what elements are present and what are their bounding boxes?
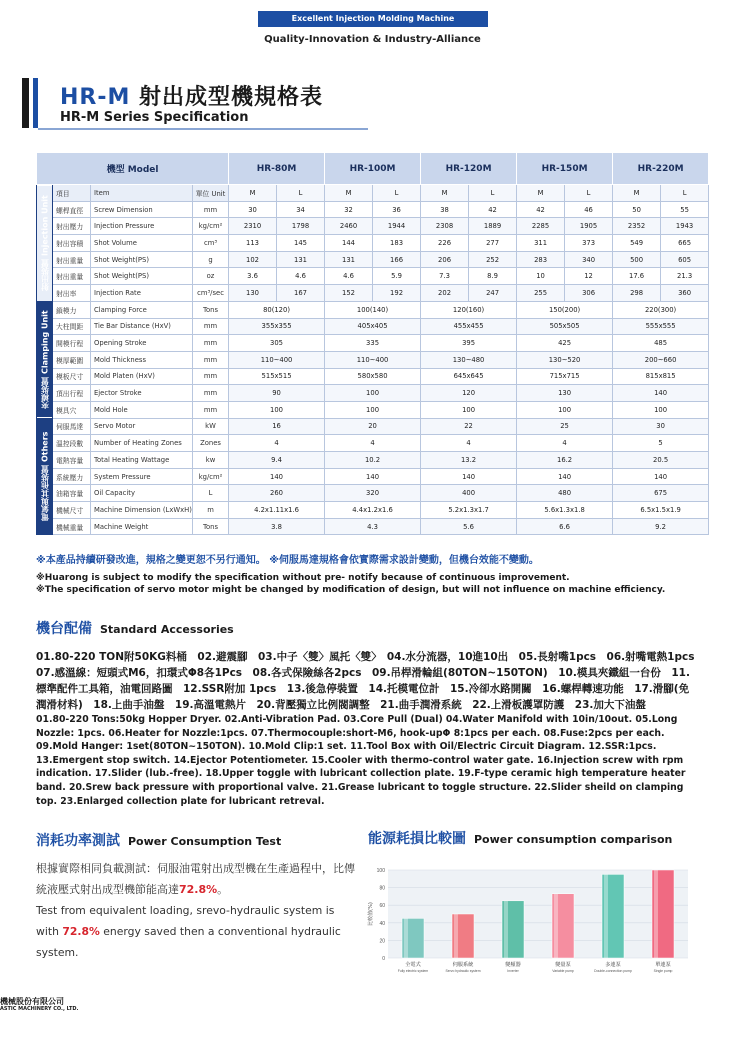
spec-row bbox=[37, 335, 709, 352]
spec-value: 2352 bbox=[613, 218, 661, 235]
model-header: HR-100M bbox=[325, 153, 421, 185]
title-prefix: HR-M bbox=[60, 85, 131, 110]
row-unit: mm bbox=[193, 318, 229, 335]
row-label-zh: 油箱容量 bbox=[53, 485, 91, 502]
spec-value: 480 bbox=[517, 485, 613, 502]
title-divider bbox=[38, 128, 368, 130]
y-tick-label: 100 bbox=[376, 868, 385, 874]
row-label-zh: 射出重量 bbox=[53, 268, 91, 285]
row-unit: cm³ bbox=[193, 235, 229, 252]
note-en-1: ※Huarong is subject to modify the specification without pre- notify because of continuous improvement. bbox=[36, 573, 570, 583]
row-label-zh: 溫控段數 bbox=[53, 435, 91, 452]
spec-value: 206 bbox=[421, 251, 469, 268]
row-label-en: Machine Dimension (LxWxH) bbox=[91, 502, 193, 519]
spec-value: 145 bbox=[277, 235, 325, 252]
power-test-en-b: energy saved then a conventional hydraulic system. bbox=[36, 925, 341, 959]
ml-cell: M bbox=[229, 185, 277, 202]
row-label-en: Shot Volume bbox=[91, 235, 193, 252]
spec-value: 373 bbox=[565, 235, 613, 252]
row-label-en: Shot Weight(PS) bbox=[91, 251, 193, 268]
bar-highlight bbox=[454, 914, 458, 958]
row-label-zh: 頂出行程 bbox=[53, 385, 91, 402]
section-injection: 射出裝置 Injection Unit bbox=[37, 185, 53, 302]
row-label-en: Machine Weight bbox=[91, 518, 193, 535]
row-label-en: Servo Motor bbox=[91, 418, 193, 435]
row-unit: m bbox=[193, 502, 229, 519]
spec-value: 715x715 bbox=[517, 368, 613, 385]
spec-value: 400 bbox=[421, 485, 517, 502]
y-tick-label: 40 bbox=[379, 920, 385, 927]
spec-value: 425 bbox=[517, 335, 613, 352]
spec-value: 130 bbox=[229, 285, 277, 302]
model-header: HR-120M bbox=[421, 153, 517, 185]
spec-value: 6.5x1.5x1.9 bbox=[613, 502, 709, 519]
x-tick-label-zh: 單連泵 bbox=[655, 962, 671, 968]
section-others: 電氣與其他裝置 Others bbox=[37, 418, 53, 535]
row-label-en: Oil Capacity bbox=[91, 485, 193, 502]
spec-value: 340 bbox=[565, 251, 613, 268]
accessories-list-zh: 01.80-220 TON附50KG料桶 02.避震腳 03.中子〈雙〉風托〈雙〉 04.水分流器，10進10出 05.長射嘴1pcs 06.射嘴電熱1pcs 07.感溫線：短頭式M6，扣環式Φ8各1Pcs 08.各式保險絲各2pcs 09.吊桿滑輪組(80TON~150TON) 10.模具夾鐵組一台份 11.標準配件工具箱，油電回路圖 12.SSR附加 1pcs 13.後急停裝置 14.托模電位計 15.冷卻水路開關 16.螺桿轉速功能 17.滑腳(免潤滑材料) 18.上曲手油盤 19.高溫電熱片 20.背壓獨立比例閥調整 21.曲手潤滑系統 22.上滑板護罩防護 23.加大下油盤 bbox=[36, 651, 705, 711]
accessories-heading bbox=[36, 618, 234, 638]
x-tick-label-en: Inverter bbox=[507, 969, 519, 973]
spec-value: 455x455 bbox=[421, 318, 517, 335]
spec-value: 2460 bbox=[325, 218, 373, 235]
x-tick-label-zh: 變量泵 bbox=[555, 962, 571, 968]
row-label-zh: 射出率 bbox=[53, 285, 91, 302]
spec-value: 55 bbox=[661, 201, 709, 218]
row-label-en: Mold Thickness bbox=[91, 351, 193, 368]
power-test-zh-a: 根據實際相同負載測試：伺服油電射出成型機在生產過程中，比傳統液壓式射出成型機節能高達 bbox=[36, 862, 355, 896]
spec-value: 9.4 bbox=[229, 452, 325, 469]
spec-value: 38 bbox=[421, 201, 469, 218]
row-label-zh: 螺桿直徑 bbox=[53, 201, 91, 218]
spec-value: 113 bbox=[229, 235, 277, 252]
spec-value: 100 bbox=[421, 401, 517, 418]
spec-value: 665 bbox=[661, 235, 709, 252]
row-unit: mm bbox=[193, 201, 229, 218]
ml-cell: L bbox=[373, 185, 421, 202]
row-label-zh: 射出壓力 bbox=[53, 218, 91, 235]
spec-value: 140 bbox=[421, 468, 517, 485]
row-unit: mm bbox=[193, 335, 229, 352]
spec-value: 2310 bbox=[229, 218, 277, 235]
spec-value: 130~480 bbox=[421, 351, 517, 368]
page-subtitle: HR-M Series Specification bbox=[60, 110, 249, 125]
spec-value: 5.2x1.3x1.7 bbox=[421, 502, 517, 519]
spec-value: 675 bbox=[613, 485, 709, 502]
y-tick-label: 80 bbox=[379, 885, 385, 892]
spec-value: 110~400 bbox=[229, 351, 325, 368]
spec-value: 1889 bbox=[469, 218, 517, 235]
spec-value: 255 bbox=[517, 285, 565, 302]
spec-value: 202 bbox=[421, 285, 469, 302]
bar-highlight bbox=[654, 870, 658, 958]
spec-value: 16.2 bbox=[517, 452, 613, 469]
row-unit: kg/cm² bbox=[193, 468, 229, 485]
row-unit: kg/cm² bbox=[193, 218, 229, 235]
spec-value: 140 bbox=[517, 468, 613, 485]
spec-value: 5.6x1.3x1.8 bbox=[517, 502, 613, 519]
row-label-en: Clamping Force bbox=[91, 301, 193, 318]
spec-row bbox=[37, 318, 709, 335]
spec-value: 220(300) bbox=[613, 301, 709, 318]
accessories-title-zh: 機台配備 bbox=[36, 621, 92, 637]
row-label-en: Tie Bar Distance (HxV) bbox=[91, 318, 193, 335]
spec-value: 183 bbox=[373, 235, 421, 252]
spec-value: 32 bbox=[325, 201, 373, 218]
tagline: Quality-Innovation & Industry-Alliance bbox=[264, 34, 481, 45]
spec-value: 90 bbox=[229, 385, 325, 402]
spec-value: 4 bbox=[517, 435, 613, 452]
x-tick-label-zh: 變頻器 bbox=[505, 962, 521, 968]
x-tick-label-zh: 全電式 bbox=[405, 962, 421, 968]
row-unit: mm bbox=[193, 385, 229, 402]
row-label-zh: 模厚範圍 bbox=[53, 351, 91, 368]
bar-highlight bbox=[404, 918, 408, 958]
spec-value: 515x515 bbox=[229, 368, 325, 385]
row-unit: Tons bbox=[193, 301, 229, 318]
x-tick-label-en: Fully electric system bbox=[397, 969, 429, 973]
power-test-text-zh bbox=[36, 858, 356, 900]
spec-table bbox=[36, 152, 709, 535]
title-accent-blue bbox=[33, 78, 38, 128]
model-header: HR-80M bbox=[229, 153, 325, 185]
ml-cell: M bbox=[517, 185, 565, 202]
comparison-chart-svg bbox=[366, 862, 698, 982]
spec-value: 2308 bbox=[421, 218, 469, 235]
top-banner: Excellent Injection Molding Machine bbox=[258, 11, 488, 27]
spec-value: 260 bbox=[229, 485, 325, 502]
spec-value: 1943 bbox=[661, 218, 709, 235]
power-test-title-zh: 消耗功率測試 bbox=[36, 833, 120, 849]
ml-cell: M bbox=[421, 185, 469, 202]
spec-value: 100(140) bbox=[325, 301, 421, 318]
spec-row bbox=[37, 218, 709, 235]
spec-value: 252 bbox=[469, 251, 517, 268]
spec-value: 100 bbox=[325, 401, 421, 418]
power-test-heading bbox=[36, 830, 281, 850]
bar-highlight bbox=[554, 894, 558, 958]
spec-value: 46 bbox=[565, 201, 613, 218]
row-label-en: Number of Heating Zones bbox=[91, 435, 193, 452]
spec-header-row bbox=[37, 153, 709, 185]
row-unit: kw bbox=[193, 452, 229, 469]
spec-value: 6.6 bbox=[517, 518, 613, 535]
spec-value: 150(200) bbox=[517, 301, 613, 318]
power-test-zh-b: 。 bbox=[217, 883, 229, 896]
item-row bbox=[37, 185, 709, 202]
accessories-title-en: Standard Accessories bbox=[100, 623, 234, 636]
row-label-zh: 電熱容量 bbox=[53, 452, 91, 469]
spec-value: 152 bbox=[325, 285, 373, 302]
spec-value: 549 bbox=[613, 235, 661, 252]
ml-cell: L bbox=[469, 185, 517, 202]
spec-value: 144 bbox=[325, 235, 373, 252]
spec-value: 200~660 bbox=[613, 351, 709, 368]
row-label-zh: 模板尺寸 bbox=[53, 368, 91, 385]
row-label-en: Shot Weight(PS) bbox=[91, 268, 193, 285]
spec-value: 5.6 bbox=[421, 518, 517, 535]
spec-value: 100 bbox=[325, 385, 421, 402]
power-test-en-highlight: 72.8% bbox=[62, 925, 100, 938]
power-test-text-en bbox=[36, 900, 356, 963]
spec-value: 20.5 bbox=[613, 452, 709, 469]
spec-value: 12 bbox=[565, 268, 613, 285]
spec-value: 34 bbox=[277, 201, 325, 218]
spec-row bbox=[37, 385, 709, 402]
ml-cell: M bbox=[613, 185, 661, 202]
spec-value: 306 bbox=[565, 285, 613, 302]
comparison-heading bbox=[368, 828, 672, 848]
spec-value: 298 bbox=[613, 285, 661, 302]
power-test-title-en: Power Consumption Test bbox=[128, 835, 282, 848]
y-tick-label: 60 bbox=[379, 903, 385, 910]
spec-value: 30 bbox=[229, 201, 277, 218]
spec-value: 9.2 bbox=[613, 518, 709, 535]
row-label-en: Ejector Stroke bbox=[91, 385, 193, 402]
row-label-en: System Pressure bbox=[91, 468, 193, 485]
row-label-zh: 系統壓力 bbox=[53, 468, 91, 485]
spec-value: 13.2 bbox=[421, 452, 517, 469]
x-tick-label-en: Variable pump bbox=[552, 969, 574, 973]
spec-value: 4.3 bbox=[325, 518, 421, 535]
spec-row bbox=[37, 301, 709, 318]
spec-value: 120 bbox=[421, 385, 517, 402]
spec-value: 22 bbox=[421, 418, 517, 435]
spec-row bbox=[37, 268, 709, 285]
spec-value: 100 bbox=[613, 401, 709, 418]
spec-value: 8.9 bbox=[469, 268, 517, 285]
x-tick-label-zh: 伺服系統 bbox=[452, 962, 474, 968]
row-unit: oz bbox=[193, 268, 229, 285]
row-unit: g bbox=[193, 251, 229, 268]
spec-value: 1905 bbox=[565, 218, 613, 235]
spec-value: 140 bbox=[229, 468, 325, 485]
spec-value: 130~520 bbox=[517, 351, 613, 368]
spec-row bbox=[37, 502, 709, 519]
spec-value: 167 bbox=[277, 285, 325, 302]
spec-row bbox=[37, 201, 709, 218]
spec-value: 283 bbox=[517, 251, 565, 268]
spec-value: 10 bbox=[517, 268, 565, 285]
title-zh: 射出成型機規格表 bbox=[130, 85, 324, 110]
row-unit: mm bbox=[193, 351, 229, 368]
spec-value: 580x580 bbox=[325, 368, 421, 385]
spec-value: 605 bbox=[661, 251, 709, 268]
item-en: Item bbox=[91, 185, 193, 202]
spec-value: 277 bbox=[469, 235, 517, 252]
power-test-zh-highlight: 72.8% bbox=[179, 883, 218, 896]
comparison-title-zh: 能源耗損比較圖 bbox=[368, 831, 466, 847]
spec-value: 360 bbox=[661, 285, 709, 302]
row-label-en: Injection Pressure bbox=[91, 218, 193, 235]
x-tick-label-en: Single pump bbox=[653, 969, 673, 973]
spec-value: 42 bbox=[469, 201, 517, 218]
spec-value: 140 bbox=[613, 385, 709, 402]
bar-highlight bbox=[604, 874, 608, 958]
spec-row bbox=[37, 351, 709, 368]
spec-value: 4.4x1.2x1.6 bbox=[325, 502, 421, 519]
spec-row bbox=[37, 485, 709, 502]
spec-value: 192 bbox=[373, 285, 421, 302]
spec-value: 166 bbox=[373, 251, 421, 268]
row-unit: kW bbox=[193, 418, 229, 435]
row-label-zh: 鎖模力 bbox=[53, 301, 91, 318]
spec-value: 505x505 bbox=[517, 318, 613, 335]
x-tick-label-zh: 多連泵 bbox=[605, 962, 621, 968]
spec-value: 645x645 bbox=[421, 368, 517, 385]
chart-plot-area bbox=[388, 870, 688, 958]
row-label-en: Opening Stroke bbox=[91, 335, 193, 352]
spec-value: 4.6 bbox=[325, 268, 373, 285]
spec-value: 20 bbox=[325, 418, 421, 435]
row-label-en: Mold Platen (HxV) bbox=[91, 368, 193, 385]
spec-row bbox=[37, 235, 709, 252]
spec-value: 2285 bbox=[517, 218, 565, 235]
spec-value: 395 bbox=[421, 335, 517, 352]
row-label-zh: 大柱間距 bbox=[53, 318, 91, 335]
row-unit: Tons bbox=[193, 518, 229, 535]
spec-value: 7.3 bbox=[421, 268, 469, 285]
note-en-2: ※The specification of servo motor might be changed by modification of design, but will not influence on machine efficiency. bbox=[36, 585, 666, 595]
spec-value: 102 bbox=[229, 251, 277, 268]
ml-cell: L bbox=[661, 185, 709, 202]
spec-value: 335 bbox=[325, 335, 421, 352]
spec-value: 130 bbox=[517, 385, 613, 402]
spec-value: 131 bbox=[325, 251, 373, 268]
x-tick-label-en: Double-connection pump bbox=[594, 969, 632, 973]
spec-value: 100 bbox=[517, 401, 613, 418]
spec-value: 555x555 bbox=[613, 318, 709, 335]
row-label-zh: 開模行程 bbox=[53, 335, 91, 352]
spec-value: 5.9 bbox=[373, 268, 421, 285]
spec-value: 4.2x1.11x1.6 bbox=[229, 502, 325, 519]
model-header: HR-220M bbox=[613, 153, 709, 185]
spec-value: 815x815 bbox=[613, 368, 709, 385]
unit-header: 單位 Unit bbox=[193, 185, 229, 202]
spec-value: 226 bbox=[421, 235, 469, 252]
row-unit: Zones bbox=[193, 435, 229, 452]
spec-row bbox=[37, 518, 709, 535]
power-test-en-a: Test from equivalent loading, srevo-hydraulic system is with bbox=[36, 904, 335, 938]
y-axis-label: 比較值(%) bbox=[368, 902, 374, 926]
spec-value: 30 bbox=[613, 418, 709, 435]
row-label-zh: 射出容積 bbox=[53, 235, 91, 252]
spec-row bbox=[37, 401, 709, 418]
ml-cell: L bbox=[565, 185, 613, 202]
spec-value: 16 bbox=[229, 418, 325, 435]
footer-company-zh: 機械股份有限公司 bbox=[0, 997, 64, 1006]
spec-row bbox=[37, 435, 709, 452]
spec-value: 17.6 bbox=[613, 268, 661, 285]
spec-value: 4 bbox=[325, 435, 421, 452]
spec-value: 247 bbox=[469, 285, 517, 302]
spec-value: 5 bbox=[613, 435, 709, 452]
spec-value: 500 bbox=[613, 251, 661, 268]
row-unit: mm bbox=[193, 368, 229, 385]
model-label: 機型 Model bbox=[37, 153, 229, 185]
spec-value: 3.8 bbox=[229, 518, 325, 535]
spec-value: 3.6 bbox=[229, 268, 277, 285]
row-label-zh: 機械尺寸 bbox=[53, 502, 91, 519]
comparison-chart bbox=[366, 862, 698, 982]
item-zh: 項目 bbox=[53, 185, 91, 202]
spec-value: 485 bbox=[613, 335, 709, 352]
spec-value: 4 bbox=[421, 435, 517, 452]
spec-value: 50 bbox=[613, 201, 661, 218]
comparison-title-en: Power consumption comparison bbox=[474, 833, 673, 846]
spec-row bbox=[37, 368, 709, 385]
spec-value: 140 bbox=[613, 468, 709, 485]
y-tick-label: 20 bbox=[379, 938, 385, 945]
spec-value: 4.6 bbox=[277, 268, 325, 285]
accessories-list-en: 01.80-220 Tons:50kg Hopper Dryer. 02.Anti-Vibration Pad. 03.Core Pull (Dual) 04.Water Manifold with 10in/10out. 05.Long Nozzle: 1pcs. 06.Heater for Nozzle:1pcs. 07.Thermocouple:short-M6, hook-upΦ 8:1pcs per each. 08.Fuse:2pcs per each. 09.Mold Hanger: 1set(80TON~150TON). 10.Mold Clip:1 set. 11.Tool Box with Oil/Electric Circuit Diagram. 12.SSR:1pcs. 13.Emergent stop switch. 14.Ejector Potentiometer. 15.Cooler with thermo-control water gate. 16.Injection screw with rpm indication. 17.Slider (lub.-free). 18.Upper toggle with lubricant collection plate. 19.F-type ceramic high temperature heater band. 20.Srew back pressure with proportional valve. 21.Grease lubricant to toggle structure. 22.Slider sheild on clamping top. 23.Enlarged collection plate for lubricant retreval. bbox=[36, 714, 686, 807]
row-unit: L bbox=[193, 485, 229, 502]
row-label-en: Injection Rate bbox=[91, 285, 193, 302]
row-label-zh: 模具穴 bbox=[53, 401, 91, 418]
spec-value: 320 bbox=[325, 485, 421, 502]
title-accent-black bbox=[22, 78, 29, 128]
row-label-zh: 射出重量 bbox=[53, 251, 91, 268]
spec-value: 120(160) bbox=[421, 301, 517, 318]
spec-value: 1798 bbox=[277, 218, 325, 235]
spec-value: 311 bbox=[517, 235, 565, 252]
spec-row bbox=[37, 285, 709, 302]
spec-value: 131 bbox=[277, 251, 325, 268]
row-label-zh: 伺服馬達 bbox=[53, 418, 91, 435]
row-unit: mm bbox=[193, 401, 229, 418]
bar-highlight bbox=[504, 901, 508, 958]
footer-company-en: ASTIC MACHINERY CO., LTD. bbox=[0, 1006, 79, 1012]
spec-value: 1944 bbox=[373, 218, 421, 235]
section-clamping: 夾模裝置 Clamping Unit bbox=[37, 301, 53, 418]
spec-row bbox=[37, 418, 709, 435]
row-unit: cm³/sec bbox=[193, 285, 229, 302]
row-label-en: Total Heating Wattage bbox=[91, 452, 193, 469]
x-tick-label-en: Servo hydraulic system bbox=[445, 969, 481, 973]
ml-cell: L bbox=[277, 185, 325, 202]
spec-value: 42 bbox=[517, 201, 565, 218]
spec-value: 25 bbox=[517, 418, 613, 435]
spec-value: 140 bbox=[325, 468, 421, 485]
spec-value: 405x405 bbox=[325, 318, 421, 335]
row-label-en: Mold Hole bbox=[91, 401, 193, 418]
spec-value: 36 bbox=[373, 201, 421, 218]
spec-value: 4 bbox=[229, 435, 325, 452]
ml-cell: M bbox=[325, 185, 373, 202]
spec-value: 21.3 bbox=[661, 268, 709, 285]
y-tick-label: 0 bbox=[382, 956, 385, 962]
spec-value: 355x355 bbox=[229, 318, 325, 335]
spec-value: 10.2 bbox=[325, 452, 421, 469]
spec-row bbox=[37, 251, 709, 268]
spec-value: 100 bbox=[229, 401, 325, 418]
row-label-zh: 機械重量 bbox=[53, 518, 91, 535]
spec-value: 305 bbox=[229, 335, 325, 352]
spec-row bbox=[37, 452, 709, 469]
spec-value: 110~400 bbox=[325, 351, 421, 368]
note-zh: ※本產品持續研發改進，規格之變更恕不另行通知。 ※伺服馬達規格會依實際需求設計變動，但機台效能不變動。 bbox=[36, 555, 539, 566]
row-label-en: Screw Dimension bbox=[91, 201, 193, 218]
model-header: HR-150M bbox=[517, 153, 613, 185]
spec-row bbox=[37, 468, 709, 485]
page-title bbox=[60, 80, 323, 111]
spec-value: 80(120) bbox=[229, 301, 325, 318]
